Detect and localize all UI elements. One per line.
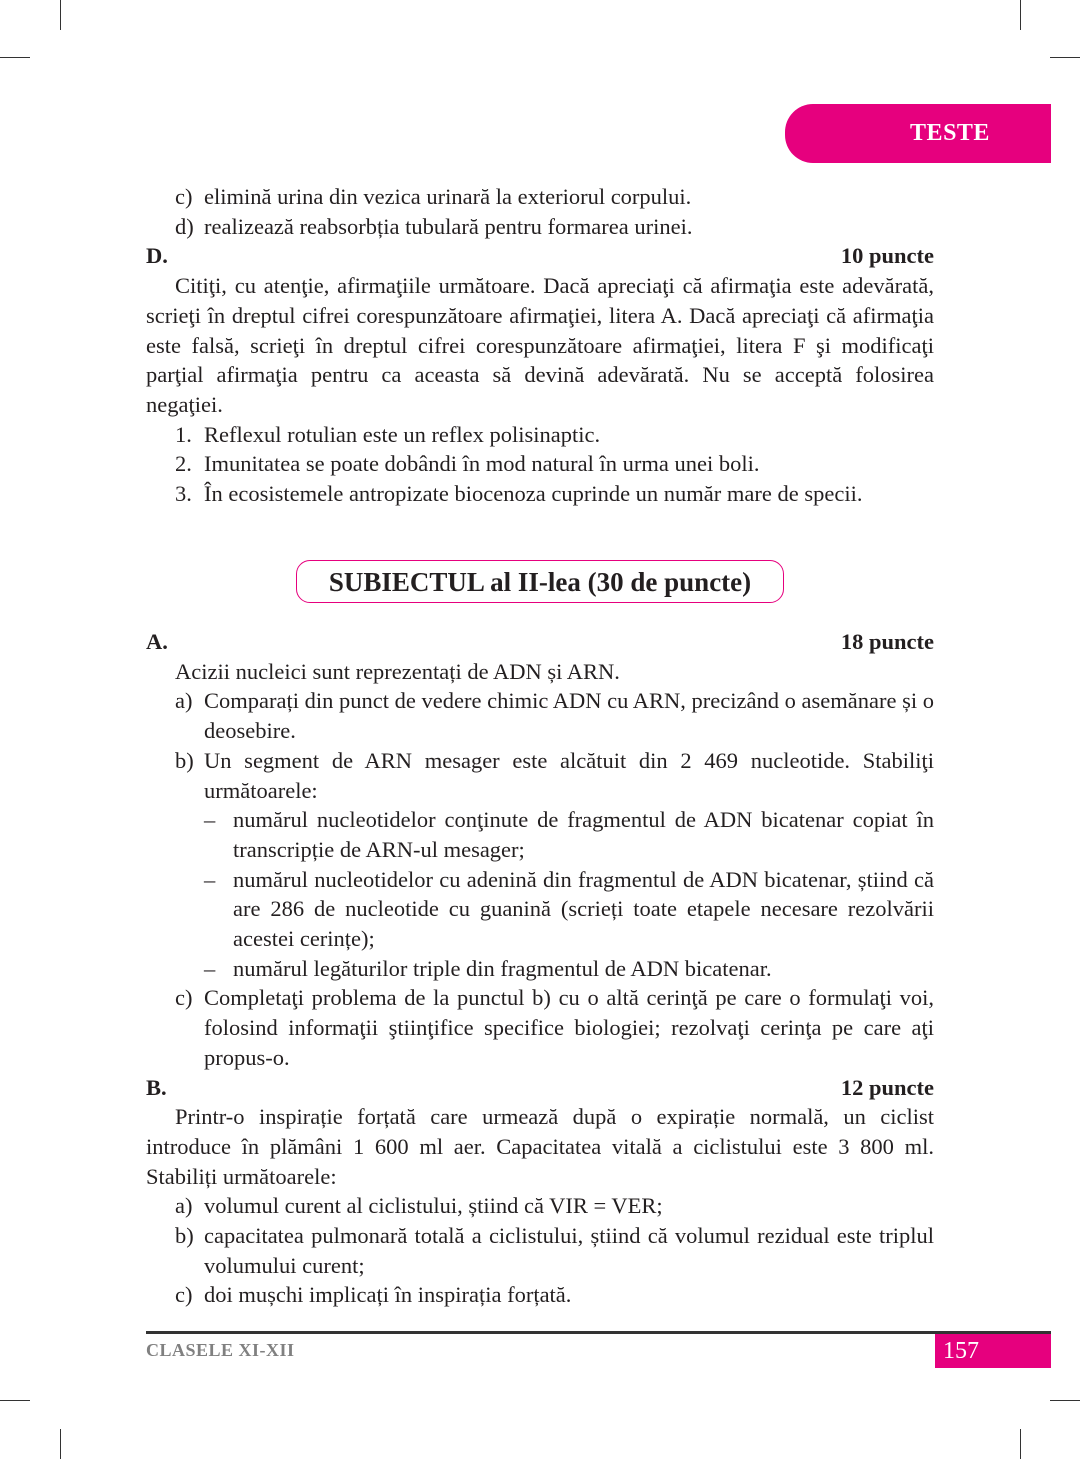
item-text: numărul legăturilor triple din fragmentul de ADN bicatenar. bbox=[233, 955, 772, 981]
page-number: 157 bbox=[935, 1334, 1051, 1368]
list-item bbox=[146, 182, 934, 212]
item-text: realizează reabsorbția tubulară pentru formarea urinei. bbox=[204, 213, 693, 239]
list-item bbox=[146, 686, 934, 745]
section-points: 10 puncte bbox=[840, 243, 934, 269]
list-item bbox=[146, 1191, 934, 1221]
item-label: 1. bbox=[175, 421, 192, 447]
item-text: Comparați din punct de vedere chimic ADN cu ARN, precizând o asemănare și o deosebire. bbox=[204, 688, 934, 744]
crop-mark bbox=[0, 57, 30, 58]
footer-rule bbox=[146, 1331, 1051, 1334]
crop-mark bbox=[0, 1400, 30, 1401]
item-text: doi mușchi implicați în inspirația forțată. bbox=[204, 1282, 572, 1308]
section-label: B. bbox=[146, 1074, 167, 1100]
intro: Acizii nucleici sunt reprezentați de ADN și ARN. bbox=[175, 658, 620, 684]
section-tab: TESTE bbox=[785, 104, 1051, 163]
crop-mark bbox=[1020, 1429, 1021, 1459]
subject-title: SUBIECTUL al II-lea (30 de puncte) bbox=[296, 560, 784, 603]
dash: – bbox=[204, 955, 216, 981]
item-label: c) bbox=[175, 1282, 193, 1308]
item-text: Un segment de ARN mesager este alcătuit din 2 469 nucleotide. Stabiliţi următoarele: bbox=[204, 747, 934, 803]
list-item bbox=[146, 1221, 934, 1280]
list-item bbox=[146, 1280, 934, 1310]
dash: – bbox=[204, 807, 216, 833]
item-text: Imunitatea se poate dobândi în mod natural în urma unei boli. bbox=[204, 451, 760, 477]
instructions: Citiţi, cu atenţie, afirmaţiile următoare. Dacă apreciaţi că afirmaţia este adevărată, scrieţi în dreptul cifrei corespunzătoare afirmaţiei, litera A. Dacă apreciaţi că afirmaţia este falsă, scrieţi în dreptul cifrei corespunzătoare afirmaţiei, litera F şi modificaţi parţial afirmaţia pentru ca aceasta să devină adevărată. Nu se acceptă folosirea negaţiei. bbox=[146, 273, 934, 417]
section-heading-a bbox=[146, 627, 934, 657]
list-item bbox=[146, 983, 934, 1072]
list-item bbox=[146, 449, 934, 479]
dash: – bbox=[204, 866, 216, 892]
section-points: 18 puncte bbox=[840, 629, 934, 654]
section-label: D. bbox=[146, 243, 168, 269]
item-label: c) bbox=[175, 184, 193, 209]
item-label: b) bbox=[175, 1223, 194, 1249]
crop-mark bbox=[1050, 57, 1080, 58]
list-item bbox=[146, 212, 934, 242]
list-item bbox=[146, 746, 934, 805]
bottom-block bbox=[146, 627, 934, 1310]
crop-mark bbox=[60, 1429, 61, 1459]
section-heading-d bbox=[146, 241, 934, 271]
problem-text: Printr-o inspirație forțată care urmează după o expirație normală, un ciclist introduce în plămâni 1 600 ml aer. Capacitatea vitală a ciclistului este 3 800 ml. Stabiliți următoarele: bbox=[146, 1104, 934, 1189]
sub-item bbox=[146, 805, 934, 864]
crop-mark bbox=[1050, 1400, 1080, 1401]
section-points: 12 puncte bbox=[840, 1074, 934, 1100]
item-text: Reflexul rotulian este un reflex polisinaptic. bbox=[204, 421, 601, 447]
item-label: 2. bbox=[175, 451, 192, 477]
item-text: capacitatea pulmonară totală a ciclistului, știind că volumul rezidual este triplul volumului curent; bbox=[204, 1223, 934, 1278]
item-label: a) bbox=[175, 1193, 193, 1219]
item-label: c) bbox=[175, 985, 193, 1011]
top-block bbox=[146, 182, 934, 509]
item-text: numărul nucleotidelor conţinute de fragmentul de ADN bicatenar copiat în transcripție de ARN-ul mesager; bbox=[233, 807, 934, 862]
sub-item bbox=[146, 865, 934, 954]
crop-mark bbox=[1020, 0, 1021, 30]
section-heading-b bbox=[146, 1073, 934, 1103]
footer-text: CLASELE XI-XII bbox=[146, 1340, 295, 1360]
crop-mark bbox=[60, 0, 61, 30]
item-label: a) bbox=[175, 688, 193, 714]
item-text: elimină urina din vezica urinară la exteriorul corpului. bbox=[204, 184, 692, 209]
item-text: În ecosistemele antropizate biocenoza cuprinde un număr mare de specii. bbox=[204, 481, 863, 507]
item-label: b) bbox=[175, 747, 194, 773]
item-label: 3. bbox=[175, 481, 192, 507]
item-text: Completaţi problema de la punctul b) cu o altă cerinţă pe care o formulaţi voi, folosind informaţii ştiinţifice specifice biologiei; rezolvaţi cerinţa pe care aţi propus-o. bbox=[204, 985, 934, 1070]
list-item bbox=[146, 479, 934, 509]
section-label: A. bbox=[146, 629, 168, 654]
list-item bbox=[146, 420, 934, 450]
item-text: volumul curent al ciclistului, știind că VIR = VER; bbox=[204, 1193, 663, 1219]
sub-item bbox=[146, 954, 934, 984]
item-label: d) bbox=[175, 213, 194, 239]
item-text: numărul nucleotidelor cu adenină din fragmentul de ADN bicatenar, știind că are 286 de nucleotide cu guanină (scrieți toate etapele necesare rezolvării acestei cerințe); bbox=[233, 866, 934, 952]
